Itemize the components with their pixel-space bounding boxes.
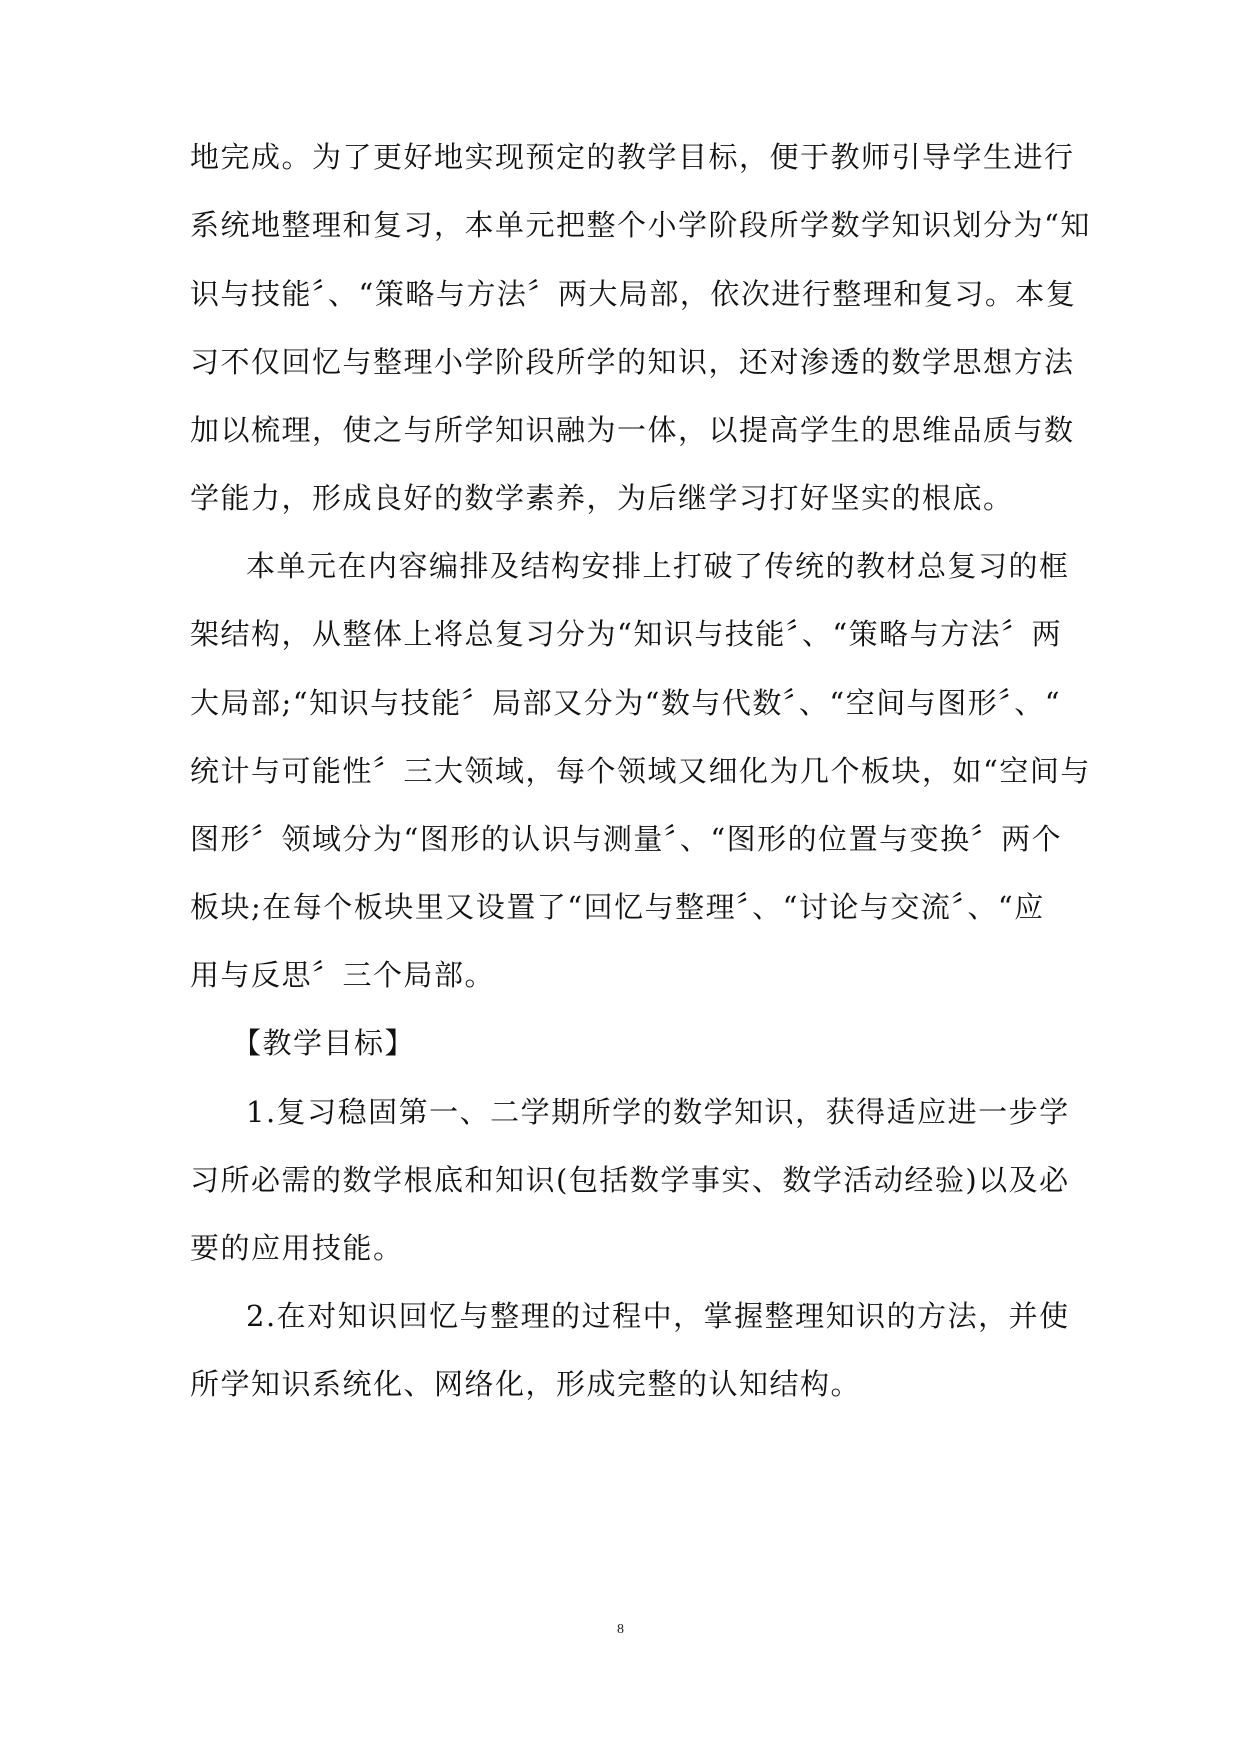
text-line: 板块;在每个板块里又设置了“回忆与整理〞、“讨论与交流〞、“应 [190, 890, 1045, 924]
page-number: 8 [617, 1622, 624, 1637]
text-line: 所学知识系统化、网络化，形成完整的认知结构。 [190, 1367, 862, 1401]
text-line: 架结构，从整体上将总复习分为“知识与技能〞、“策略与方法〞两 [190, 617, 1063, 651]
text-line: 图形〞领域分为“图形的认识与测量〞、“图形的位置与变换〞两个 [190, 822, 1063, 856]
paragraph-first-line: 2.在对知识回忆与整理的过程中，掌握整理知识的方法，并使 [246, 1299, 1070, 1333]
section-heading: 【教学目标】 [232, 1026, 416, 1060]
text-line: 加以梳理，使之与所学知识融为一体，以提高学生的思维品质与数 [190, 413, 1075, 447]
paragraph-first-line: 1.复习稳固第一、二学期所学的数学知识，获得适应进一步学 [246, 1095, 1070, 1129]
text-line: 习所必需的数学根底和知识(包括数学事实、数学活动经验)以及必 [190, 1163, 1070, 1197]
text-line: 识与技能〞、“策略与方法〞两大局部，依次进行整理和复习。本复 [190, 277, 1077, 311]
text-line: 地完成。为了更好地实现预定的教学目标，便于教师引导学生进行 [190, 140, 1075, 174]
text-line: 学能力，形成良好的数学素养，为后继学习打好坚实的根底。 [190, 481, 1014, 515]
text-line: 用与反思〞三个局部。 [190, 958, 496, 992]
text-line: 要的应用技能。 [190, 1231, 404, 1265]
text-line: 系统地整理和复习，本单元把整个小学阶段所学数学知识划分为“知 [190, 208, 1091, 242]
text-line: 习不仅回忆与整理小学阶段所学的知识，还对渗透的数学思想方法 [190, 345, 1075, 379]
paragraph-first-line: 本单元在内容编排及结构安排上打破了传统的教材总复习的框 [246, 549, 1070, 583]
text-line: 大局部;“知识与技能〞局部又分为“数与代数〞、“空间与图形〞、“ [190, 686, 1062, 720]
text-line: 统计与可能性〞三大领域，每个领域又细化为几个板块，如“空间与 [190, 754, 1091, 788]
